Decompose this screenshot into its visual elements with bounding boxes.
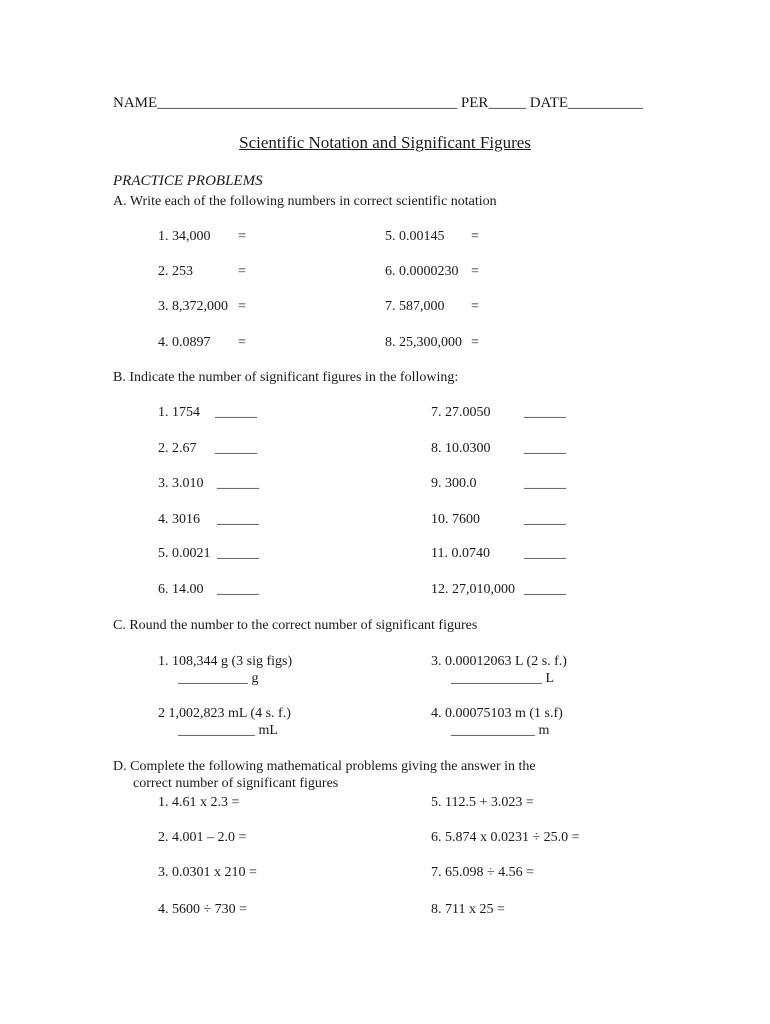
- section-a-equals-4: =: [238, 335, 246, 350]
- section-b-blank-4[interactable]: ______: [217, 512, 259, 527]
- section-d-heading-line1: D. Complete the following mathematical problems giving the answer in the: [113, 759, 536, 774]
- section-c-answer-3[interactable]: _____________ L: [451, 671, 555, 686]
- section-a-item-6: 6. 0.0000230: [385, 264, 459, 279]
- section-d-heading-line2: correct number of significant figures: [133, 776, 339, 791]
- section-d-heading: [113, 758, 536, 792]
- section-a-item-2: 2. 253: [158, 264, 193, 279]
- section-a-heading: A. Write each of the following numbers in correct scientific notation: [113, 194, 497, 209]
- section-b-blank-3[interactable]: ______: [217, 476, 259, 491]
- section-a-equals-6: =: [471, 264, 479, 279]
- section-b-blank-1[interactable]: ______: [215, 405, 257, 420]
- date-label: DATE: [529, 95, 569, 111]
- section-b-blank-7[interactable]: ______: [524, 405, 566, 420]
- section-c-item-1: [158, 653, 292, 687]
- section-b-item-10: 10. 7600: [431, 512, 480, 527]
- section-b-blank-11[interactable]: ______: [524, 546, 566, 561]
- per-blank[interactable]: _____: [488, 95, 526, 111]
- page-title: Scientific Notation and Significant Figures: [239, 133, 531, 152]
- section-d-item-2: 2. 4.001 – 2.0 =: [158, 830, 247, 845]
- section-a-equals-1: =: [238, 229, 246, 244]
- section-c-answer-4[interactable]: ____________ m: [451, 723, 550, 738]
- section-b-item-9: 9. 300.0: [431, 476, 477, 491]
- section-b-item-11: 11. 0.0740: [431, 546, 490, 561]
- section-a-item-8: 8. 25,300,000: [385, 335, 462, 350]
- section-c-item-4: [431, 705, 563, 739]
- section-d-item-6: 6. 5.874 x 0.0231 ÷ 25.0 =: [431, 830, 580, 845]
- section-b-blank-2[interactable]: ______: [215, 441, 257, 456]
- section-c-problem-3: 3. 0.00012063 L (2 s. f.): [431, 654, 567, 669]
- section-d-item-5: 5. 112.5 + 3.023 =: [431, 795, 534, 810]
- section-b-blank-5[interactable]: ______: [217, 546, 259, 561]
- section-b-item-2: 2. 2.67: [158, 441, 197, 456]
- section-c-item-2: [158, 705, 291, 739]
- section-b-item-1: 1. 1754: [158, 405, 200, 420]
- section-a-equals-8: =: [471, 335, 479, 350]
- student-info-header: [113, 95, 643, 112]
- section-c-item-3: [431, 653, 567, 687]
- section-b-heading: B. Indicate the number of significant figures in the following:: [113, 370, 459, 385]
- section-b-item-3: 3. 3.010: [158, 476, 204, 491]
- section-b-item-4: 4. 3016: [158, 512, 200, 527]
- section-b-item-8: 8. 10.0300: [431, 441, 491, 456]
- section-d-item-1: 1. 4.61 x 2.3 =: [158, 795, 240, 810]
- section-a-item-3: 3. 8,372,000: [158, 299, 228, 314]
- name-label: NAME: [113, 95, 158, 111]
- section-b-blank-12[interactable]: ______: [524, 582, 566, 597]
- section-b-blank-6[interactable]: ______: [217, 582, 259, 597]
- section-b-blank-10[interactable]: ______: [524, 512, 566, 527]
- section-b-item-5: 5. 0.0021: [158, 546, 211, 561]
- section-b-item-6: 6. 14.00: [158, 582, 204, 597]
- per-label: PER: [460, 95, 489, 111]
- section-d-item-3: 3. 0.0301 x 210 =: [158, 865, 257, 880]
- section-d-item-4: 4. 5600 ÷ 730 =: [158, 902, 248, 917]
- section-a-item-7: 7. 587,000: [385, 299, 445, 314]
- section-a-equals-3: =: [238, 299, 246, 314]
- section-c-answer-2[interactable]: ___________ mL: [178, 723, 278, 738]
- section-d-item-7: 7. 65.098 ÷ 4.56 =: [431, 865, 535, 880]
- section-a-equals-2: =: [238, 264, 246, 279]
- section-b-blank-8[interactable]: ______: [524, 441, 566, 456]
- section-a-equals-5: =: [471, 229, 479, 244]
- section-b-item-12: 12. 27,010,000: [431, 582, 515, 597]
- section-b-blank-9[interactable]: ______: [524, 476, 566, 491]
- section-a-item-1: 1. 34,000: [158, 229, 211, 244]
- section-a-item-5: 5. 0.00145: [385, 229, 445, 244]
- name-blank[interactable]: ________________________________________: [157, 95, 458, 111]
- section-c-problem-2: 2 1,002,823 mL (4 s. f.): [158, 706, 291, 721]
- date-blank[interactable]: __________: [568, 95, 644, 111]
- section-a-item-4: 4. 0.0897: [158, 335, 211, 350]
- section-a-equals-7: =: [471, 299, 479, 314]
- section-c-answer-1[interactable]: __________ g: [178, 671, 259, 686]
- section-d-item-8: 8. 711 x 25 =: [431, 902, 505, 917]
- section-c-heading: C. Round the number to the correct number of significant figures: [113, 618, 478, 633]
- section-c-problem-4: 4. 0.00075103 m (1 s.f): [431, 706, 563, 721]
- section-c-problem-1: 1. 108,344 g (3 sig figs): [158, 654, 293, 669]
- practice-heading: PRACTICE PROBLEMS: [113, 173, 263, 189]
- section-b-item-7: 7. 27.0050: [431, 405, 491, 420]
